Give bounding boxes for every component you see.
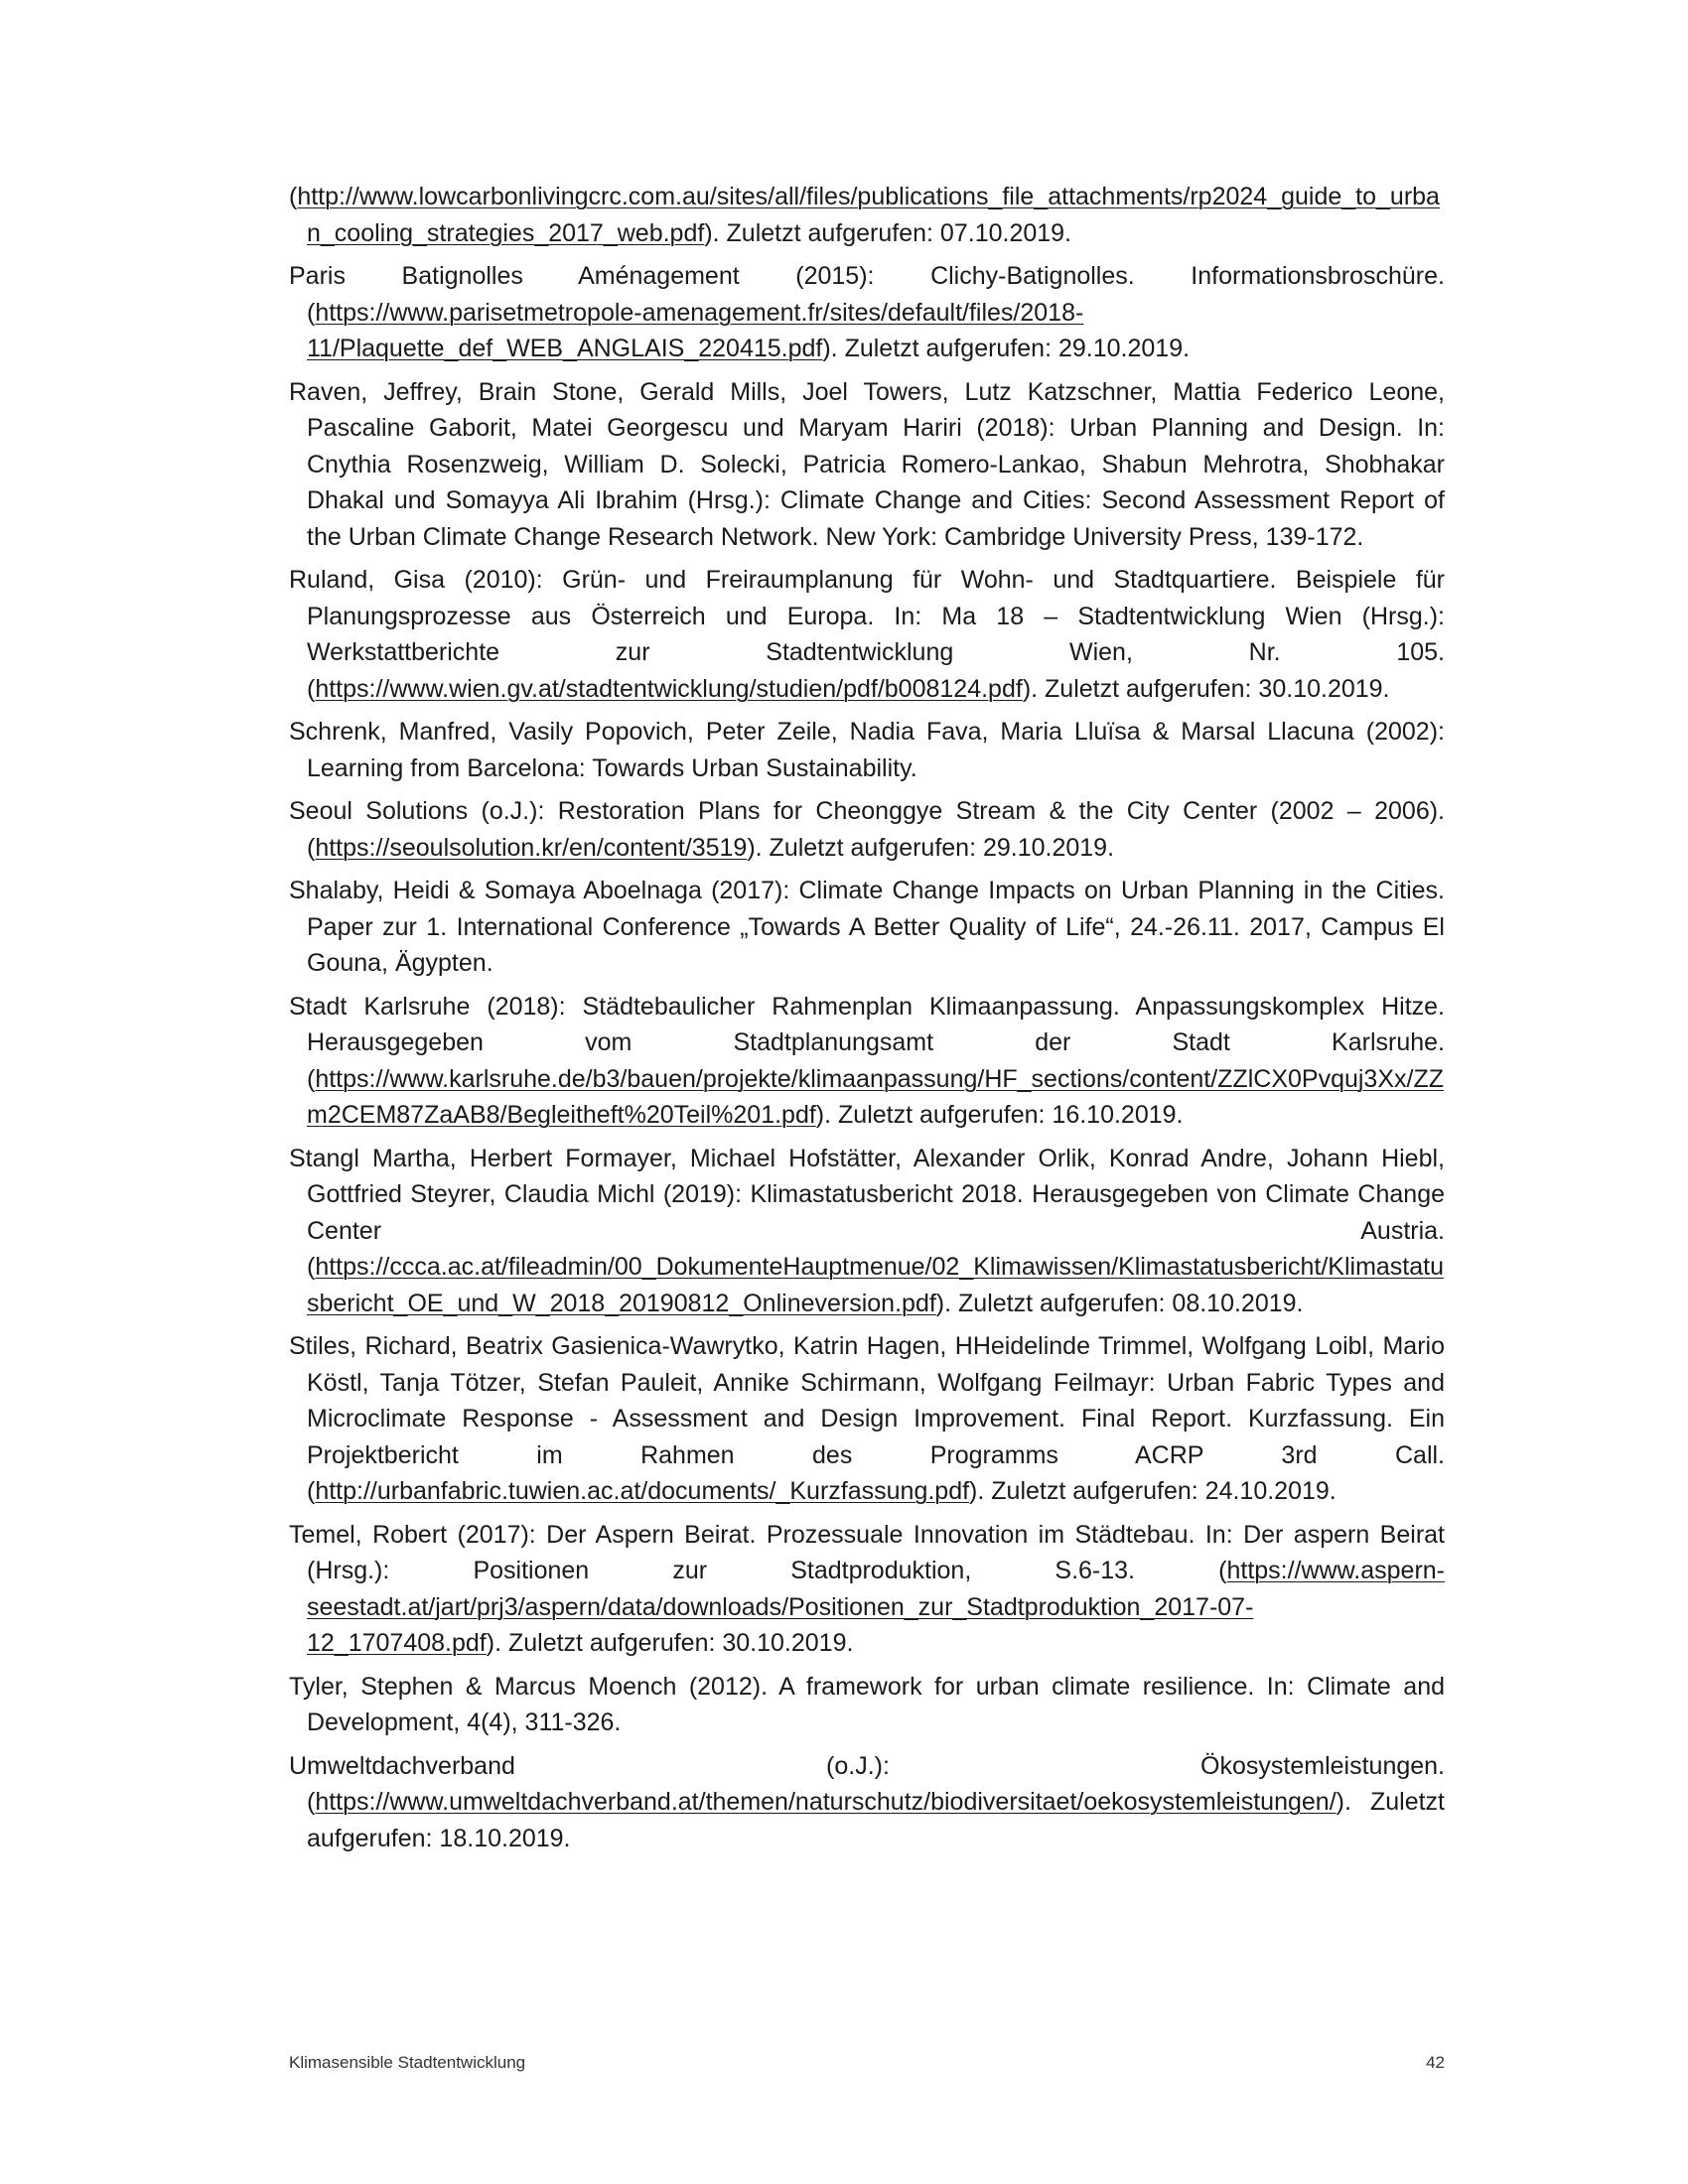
reference-text: Raven, Jeffrey, Brain Stone, Gerald Mills, Joel Towers, Lutz Katzschner, Mattia Federico Leone, Pascaline Gaborit, Matei Georgescu und Maryam Hariri (2018): Urban Planning and Design. In: Cnythia Rosenzweig, William D. Solecki, Patricia Romero-Lankao, Shabun Mehrotra, Shobhakar Dhakal und Somayya Ali Ibrahim (Hrsg.): Climate Change and Cities: Second Assessment Report of the Urban Climate Change Research Network. New York: Cambridge University Press, 139-172. bbox=[289, 377, 1445, 551]
reference-link[interactable]: https://ccca.ac.at/fileadmin/00_DokumenteHauptmenue/02_Klimawissen/Klimastatusbericht/Klimastatusbericht_OE_und_W_2018_20190812_Onlineversion.pdf bbox=[307, 1253, 1444, 1317]
reference-open-paren: ( bbox=[307, 674, 316, 703]
reference-entry bbox=[289, 258, 1445, 367]
reference-accessed: ). Zuletzt aufgerufen: 18.10.2019. bbox=[307, 1788, 1445, 1852]
reference-text: Seoul Solutions (o.J.): Restoration Plans for Cheonggye Stream & the City Center (2002 – 2006). bbox=[289, 797, 1445, 825]
reference-entry bbox=[289, 179, 1445, 251]
reference-accessed: ). Zuletzt aufgerufen: 16.10.2019. bbox=[815, 1101, 1184, 1129]
reference-text: Shalaby, Heidi & Somaya Aboelnaga (2017): Climate Change Impacts on Urban Planning in the Cities. Paper zur 1. International Conference „Towards A Better Quality of Life“, 24.-26.11. 2017, Campus El Gouna, Ägypten. bbox=[289, 877, 1445, 977]
reference-entry bbox=[289, 1517, 1445, 1662]
footer-page-number: 42 bbox=[1426, 2053, 1445, 2072]
reference-open-paren: ( bbox=[307, 1253, 316, 1281]
reference-accessed: ). Zuletzt aufgerufen: 30.10.2019. bbox=[486, 1629, 854, 1657]
reference-text: Paris Batignolles Aménagement (2015): Clichy-Batignolles. Informationsbroschüre. bbox=[289, 262, 1445, 290]
reference-accessed: ). Zuletzt aufgerufen: 08.10.2019. bbox=[935, 1289, 1304, 1317]
reference-accessed: ). Zuletzt aufgerufen: 24.10.2019. bbox=[969, 1477, 1336, 1505]
reference-text: Stadt Karlsruhe (2018): Städtebaulicher Rahmenplan Klimaanpassung. Anpassungskomplex Hitze. Herausgegeben vom Stadtplanungsamt der Stadt Karlsruhe. bbox=[289, 992, 1445, 1056]
reference-entry bbox=[289, 989, 1445, 1134]
reference-link[interactable]: https://www.karlsruhe.de/b3/bauen/projekte/klimaanpassung/HF_sections/content/ZZlCX0Pvquj3Xx/ZZm2CEM87ZaAB8/Begleitheft%20Teil%201.pdf bbox=[307, 1064, 1444, 1129]
reference-text: Temel, Robert (2017): Der Aspern Beirat. Prozessuale Innovation im Städtebau. In: Der aspern Beirat (Hrsg.): Positionen zur Stadtproduktion, S.6-13. bbox=[289, 1520, 1445, 1584]
reference-open-paren: ( bbox=[1218, 1557, 1227, 1584]
reference-text: Ruland, Gisa (2010): Grün- und Freiraumplanung für Wohn- und Stadtquartiere. Beispiele für Planungsprozesse aus Österreich und Europa. In: Ma 18 – Stadtentwicklung Wien (Hrsg.): Werkstattberichte zur Stadtentwicklung Wien, Nr. 105. bbox=[289, 566, 1445, 666]
reference-open-paren: ( bbox=[307, 1788, 316, 1816]
reference-link[interactable]: http://urbanfabric.tuwien.ac.at/documents/_Kurzfassung.pdf bbox=[315, 1477, 970, 1505]
reference-entry bbox=[289, 562, 1445, 707]
footer-document-title: Klimasensible Stadtentwicklung bbox=[289, 2053, 526, 2072]
reference-entry bbox=[289, 793, 1445, 866]
reference-open-paren: ( bbox=[307, 833, 316, 862]
reference-entry bbox=[289, 374, 1445, 556]
reference-list bbox=[289, 179, 1445, 1863]
reference-link[interactable]: https://seoulsolution.kr/en/content/3519 bbox=[315, 833, 748, 862]
reference-open-paren: ( bbox=[307, 298, 316, 327]
reference-link[interactable]: https://www.wien.gv.at/stadtentwicklung/studien/pdf/b008124.pdf bbox=[315, 674, 1023, 703]
reference-accessed: ). Zuletzt aufgerufen: 29.10.2019. bbox=[822, 335, 1191, 362]
reference-entry bbox=[289, 714, 1445, 786]
reference-entry bbox=[289, 873, 1445, 982]
reference-accessed: ). Zuletzt aufgerufen: 29.10.2019. bbox=[747, 833, 1115, 862]
reference-text: Stiles, Richard, Beatrix Gasienica-Wawrytko, Katrin Hagen, HHeidelinde Trimmel, Wolfgang Loibl, Mario Köstl, Tanja Tötzer, Stefan Pauleit, Annike Schirmann, Wolfgang Feilmayr: Urban Fabric Types and Microclimate Response - Assessment and Design Improvement. Final Report. Kurzfassung. Ein Projektbericht im Rahmen des Programms ACRP 3rd Call. bbox=[289, 1332, 1445, 1469]
reference-entry bbox=[289, 1141, 1445, 1322]
reference-text: Tyler, Stephen & Marcus Moench (2012). A framework for urban climate resilience. In: Climate and Development, 4(4), 311-326. bbox=[289, 1672, 1445, 1736]
reference-link[interactable]: http://www.lowcarbonlivingcrc.com.au/sites/all/files/publications_file_attachments/rp2024_guide_to_urban_cooling_strategies_2017_web.pdf bbox=[297, 183, 1440, 247]
reference-entry bbox=[289, 1328, 1445, 1510]
reference-text: Stangl Martha, Herbert Formayer, Michael Hofstätter, Alexander Orlik, Konrad Andre, Johann Hiebl, Gottfried Steyrer, Claudia Michl (2019): Klimastatusbericht 2018. Herausgegeben von Climate Change Center Austria. bbox=[289, 1144, 1445, 1245]
reference-text: Schrenk, Manfred, Vasily Popovich, Peter Zeile, Nadia Fava, Maria Lluïsa & Marsal Llacuna (2002): Learning from Barcelona: Towards Urban Sustainability. bbox=[289, 718, 1445, 782]
reference-link[interactable]: https://www.aspern-seestadt.at/jart/prj3/aspern/data/downloads/Positionen_zur_Stadtproduktion_2017-07-12_1707408.pdf bbox=[307, 1557, 1445, 1657]
reference-entry bbox=[289, 1669, 1445, 1741]
reference-open-paren: ( bbox=[307, 1477, 316, 1505]
reference-link[interactable]: https://www.parisetmetropole-amenagement.fr/sites/default/files/2018-11/Plaquette_def_WEB_ANGLAIS_220415.pdf bbox=[307, 298, 1084, 362]
reference-accessed: ). Zuletzt aufgerufen: 30.10.2019. bbox=[1022, 674, 1390, 703]
reference-open-paren: ( bbox=[307, 1064, 316, 1093]
reference-accessed: ). Zuletzt aufgerufen: 07.10.2019. bbox=[704, 218, 1072, 247]
reference-text: Umweltdachverband (o.J.): Ökosystemleistungen. bbox=[289, 1751, 1445, 1780]
reference-open-paren: ( bbox=[289, 183, 298, 210]
reference-entry bbox=[289, 1748, 1445, 1857]
reference-link[interactable]: https://www.umweltdachverband.at/themen/naturschutz/biodiversitaet/oekosystemleistungen/ bbox=[315, 1788, 1336, 1816]
